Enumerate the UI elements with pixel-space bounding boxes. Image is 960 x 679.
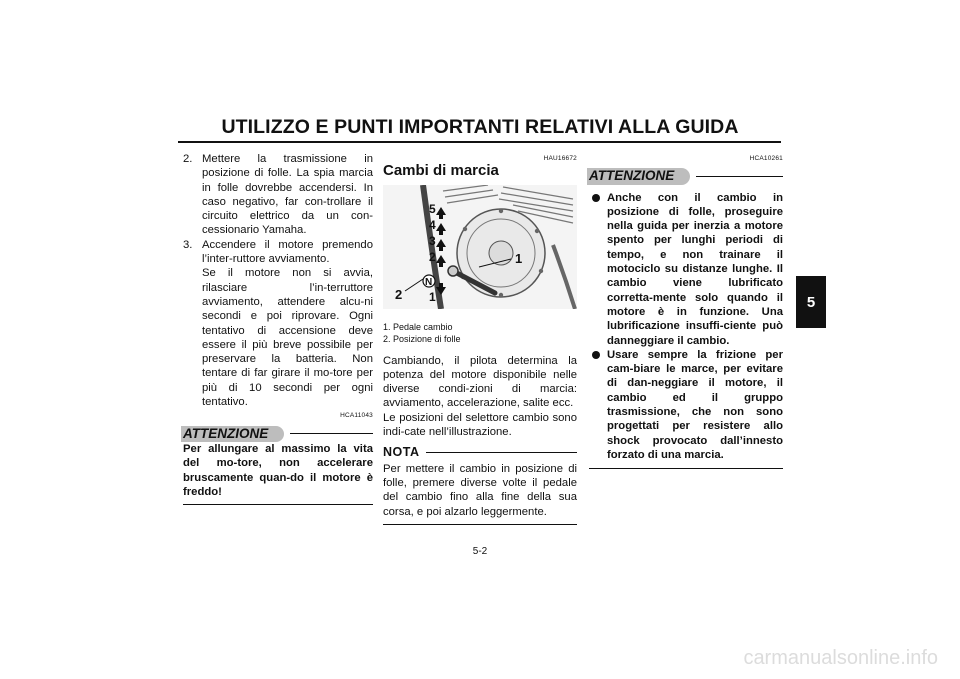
note-label: NOTA [383, 445, 420, 460]
item-number: 2. [183, 153, 193, 165]
item-text: Mettere la trasmissione in posizione di folle. La spia marcia in folle dovrebbe accendersi. In caso negativo, far con-trollare il circuito elettrico da un con-cessionario Yamaha. [202, 153, 373, 237]
caption-item: 1. Pedale cambio [383, 321, 453, 332]
item-text: Accendere il motore premendo l’inter-ruttore avviamento. [202, 238, 373, 266]
divider [426, 452, 578, 453]
page-title: UTILIZZO E PUNTI IMPORTANTI RELATIVI ALLA GUIDA [221, 116, 739, 138]
caution-header [181, 426, 373, 442]
item-body [202, 238, 373, 410]
gear-shift-illustration [383, 185, 577, 309]
caption-item: 2. Posizione di folle [383, 334, 461, 345]
divider [696, 176, 783, 177]
caution-text: Per allungare al massimo la vita del mo-tore, non accelerare bruscamente quan-do il motore è freddo! [183, 442, 373, 498]
list-item [183, 238, 373, 410]
page-number: 5-2 [472, 546, 488, 557]
caution-code: HCA10261 [749, 155, 783, 162]
divider [290, 433, 373, 434]
gear-label-1: 1 [429, 289, 436, 304]
caution-header [587, 168, 783, 184]
paragraph: Le posizioni del selettore cambio sono indi-cate nell’illustrazione. [383, 411, 577, 439]
figure-captions [383, 321, 577, 346]
caution-bullet [589, 348, 783, 462]
right-column [589, 152, 783, 469]
gear-label-4: 4 [429, 217, 436, 232]
list-item [183, 152, 373, 238]
callout-2: 2 [395, 286, 403, 302]
watermark-link[interactable]: carmanualsonline.info [743, 647, 938, 669]
callout-1: 1 [515, 250, 523, 266]
bullet-text: Anche con il cambio in posizione di folle, proseguire nella guida per inerzia a motore spento per lunghi periodi di tempo, e non trainare il motociclo su distanze lunghe. Il cambio viene lubrificato corretta-mente solo quando il motore è in funzione. Una lubrificazione insuffi-ciente può danneggiare il cambio. [607, 191, 783, 347]
divider [183, 504, 373, 505]
gear-label-5: 5 [429, 201, 436, 216]
middle-column [383, 152, 577, 525]
chapter-tab: 5 [796, 276, 826, 328]
divider [589, 468, 783, 469]
gear-label-neutral: N [425, 276, 433, 288]
caution-code: HCA11043 [340, 412, 373, 420]
title-rule [178, 141, 781, 143]
caution-label: ATTENZIONE [181, 426, 284, 442]
left-column [183, 152, 373, 505]
caution-bullet [589, 191, 783, 348]
gear-label-3: 3 [429, 233, 436, 248]
paragraph: Cambiando, il pilota determina la potenza del motore disponibile nelle diverse condi-zioni di marcia: avviamento, accelerazione, salite ecc. [383, 354, 577, 410]
bullet-icon [592, 194, 600, 202]
bullet-text: Usare sempre la frizione per cam-biare le marce, per evitare di dan-neggiare il motore, il cambio ed il gruppo trasmissione, che non sono progettati per resistere allo shock provocato dall’innesto forzato di una marcia. [607, 348, 783, 461]
divider [383, 524, 577, 525]
section-code: HAU16672 [543, 155, 577, 162]
note-header [383, 445, 577, 459]
item-number: 3. [183, 238, 193, 251]
section-heading: Cambi di marcia [383, 162, 499, 180]
item-text-continued: Se il motore non si avvia, rilasciare l’in-terruttore avviamento, attendere alcu-ni secondi e poi riprovare. Ogni tentativo di accensione deve essere il più breve possibile per preservare la batteria. Non tentare di far girare il mo-tore per più di 10 secondi per ogni tentativo. [202, 267, 373, 409]
gear-label-2: 2 [429, 249, 436, 264]
note-text: Per mettere il cambio in posizione di folle, premere diverse volte il pedale del cambio fino alla fine della sua corsa, e poi alzarlo leggermente. [383, 462, 577, 518]
caution-label: ATTENZIONE [587, 168, 690, 184]
bullet-icon [592, 351, 600, 359]
